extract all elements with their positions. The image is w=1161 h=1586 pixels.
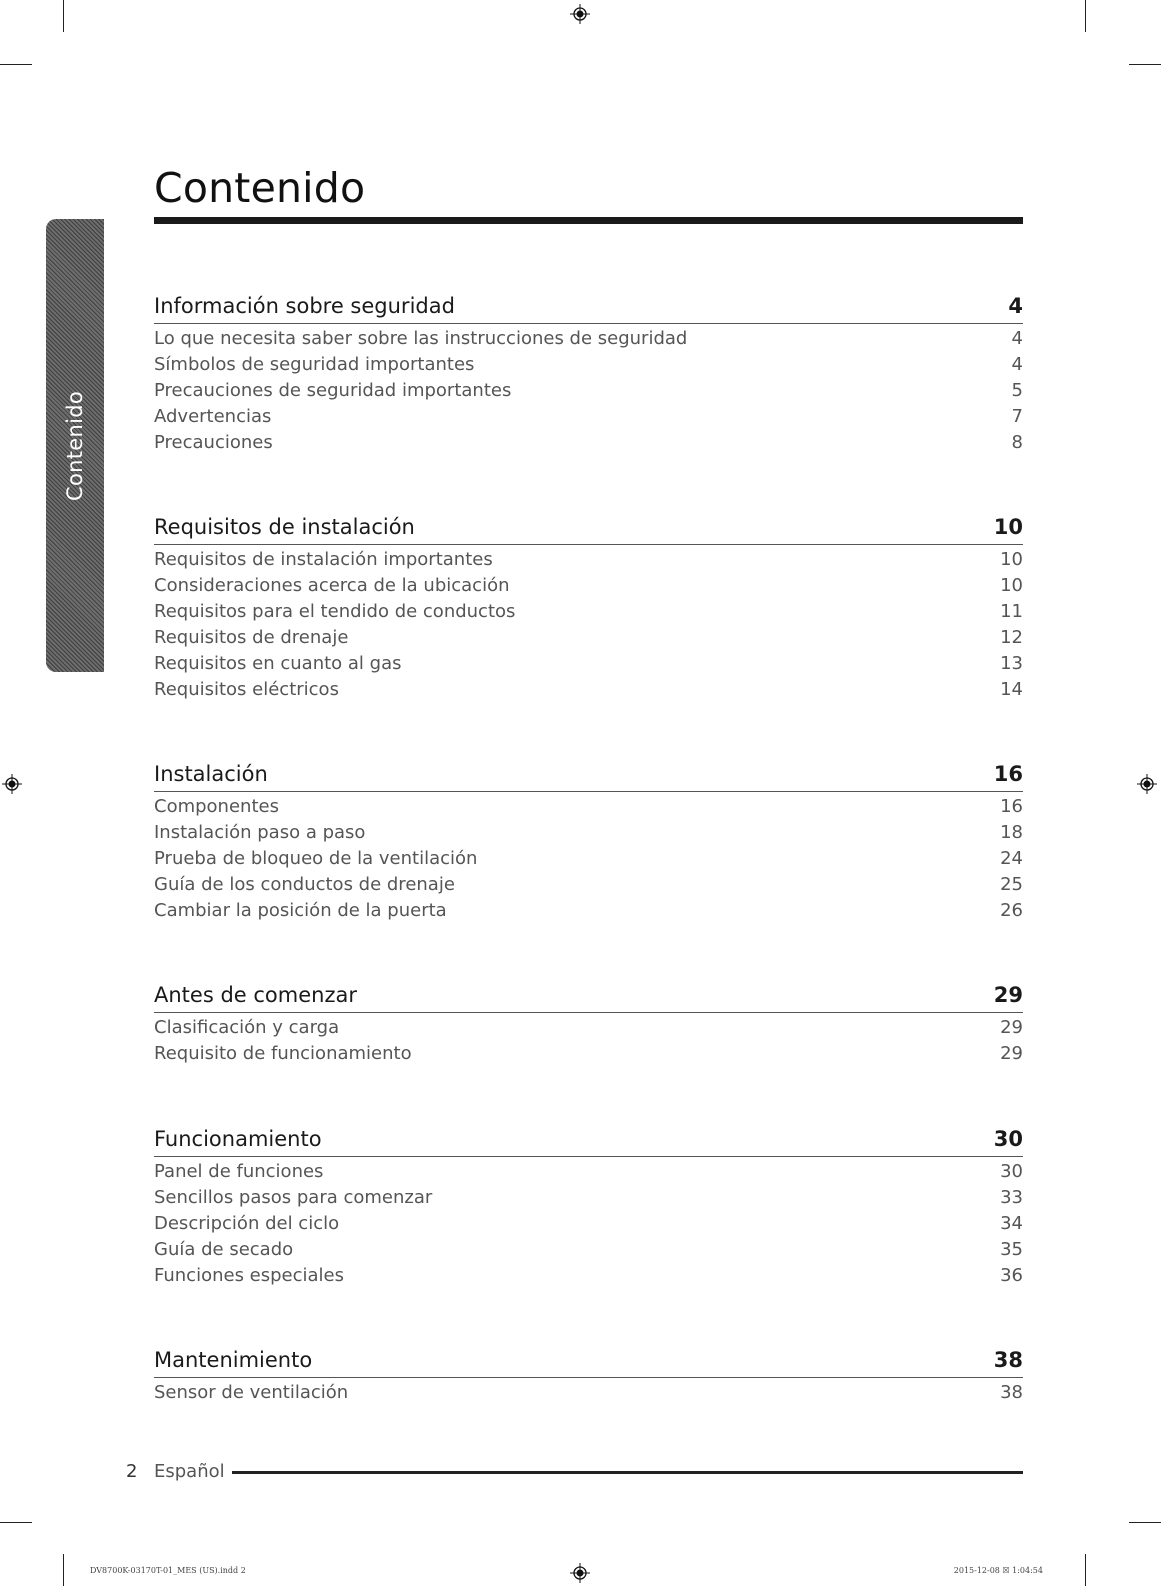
entry-page: 8 — [1011, 432, 1023, 453]
entry-label: Sensor de ventilación — [154, 1382, 349, 1403]
entry-label: Clasificación y carga — [154, 1017, 340, 1038]
entry-label: Precauciones de seguridad importantes — [154, 380, 512, 401]
slug-timestamp: 2015-12-08 ☒ 1:04:54 — [953, 1566, 1043, 1575]
slug-file: DV8700K-03170T-01_MES (US).indd 2 — [90, 1566, 246, 1575]
entry-label: Cambiar la posición de la puerta — [154, 900, 447, 921]
entry-label: Guía de los conductos de drenaje — [154, 874, 455, 895]
crop-mark — [1085, 0, 1086, 32]
crop-mark — [1129, 64, 1161, 65]
toc-entry[interactable] — [154, 675, 1023, 701]
toc-entry[interactable] — [154, 324, 1023, 350]
entry-page: 13 — [1000, 653, 1023, 674]
title-rule — [154, 217, 1023, 224]
entry-page: 24 — [1000, 848, 1023, 869]
entry-page: 14 — [1000, 679, 1023, 700]
entry-label: Símbolos de seguridad importantes — [154, 354, 475, 375]
entry-label: Requisitos eléctricos — [154, 679, 339, 700]
registration-mark-icon — [570, 1563, 590, 1583]
page-title: Contenido — [154, 164, 366, 212]
toc-entry[interactable] — [154, 1261, 1023, 1287]
entry-page: 4 — [1011, 328, 1023, 349]
section-header[interactable] — [154, 1124, 1023, 1157]
entry-label: Advertencias — [154, 406, 272, 427]
registration-mark-icon — [1137, 774, 1157, 794]
toc-entry[interactable] — [154, 792, 1023, 818]
entry-page: 12 — [1000, 627, 1023, 648]
section-page: 4 — [1008, 294, 1023, 318]
toc-entry[interactable] — [154, 1235, 1023, 1261]
entry-page: 30 — [1000, 1161, 1023, 1182]
entry-page: 26 — [1000, 900, 1023, 921]
section-page: 30 — [993, 1127, 1023, 1151]
entry-label: Requisitos para el tendido de conductos — [154, 601, 516, 622]
crop-mark — [63, 1554, 64, 1586]
entry-label: Requisitos de instalación importantes — [154, 549, 493, 570]
toc-entry[interactable] — [154, 545, 1023, 571]
crop-mark — [0, 1522, 32, 1523]
toc-entry[interactable] — [154, 350, 1023, 376]
toc-entry[interactable] — [154, 1013, 1023, 1039]
entry-label: Lo que necesita saber sobre las instrucciones de seguridad — [154, 328, 688, 349]
toc-section — [154, 1345, 1023, 1404]
toc-entry[interactable] — [154, 818, 1023, 844]
entry-page: 36 — [1000, 1265, 1023, 1286]
registration-mark-icon — [2, 774, 22, 794]
entry-page: 11 — [1000, 601, 1023, 622]
toc-entry[interactable] — [154, 1157, 1023, 1183]
toc-section — [154, 1124, 1023, 1287]
entry-page: 16 — [1000, 796, 1023, 817]
section-title: Instalación — [154, 762, 268, 786]
entry-page: 29 — [1000, 1043, 1023, 1064]
entry-label: Guía de secado — [154, 1239, 294, 1260]
registration-mark-icon — [570, 4, 590, 24]
section-title: Información sobre seguridad — [154, 294, 455, 318]
entry-label: Requisitos de drenaje — [154, 627, 349, 648]
crop-mark — [1129, 1522, 1161, 1523]
toc-entry[interactable] — [154, 1039, 1023, 1065]
toc-entry[interactable] — [154, 896, 1023, 922]
crop-mark — [63, 0, 64, 32]
toc-entry[interactable] — [154, 1378, 1023, 1404]
entry-label: Requisito de funcionamiento — [154, 1043, 412, 1064]
toc-entry[interactable] — [154, 376, 1023, 402]
entry-page: 7 — [1011, 406, 1023, 427]
toc-entry[interactable] — [154, 1209, 1023, 1235]
toc-section — [154, 291, 1023, 454]
toc-entry[interactable] — [154, 870, 1023, 896]
toc-entry[interactable] — [154, 402, 1023, 428]
toc-section — [154, 980, 1023, 1065]
section-page: 10 — [993, 515, 1023, 539]
section-title: Requisitos de instalación — [154, 515, 415, 539]
entry-page: 5 — [1011, 380, 1023, 401]
section-header[interactable] — [154, 980, 1023, 1013]
entry-label: Precauciones — [154, 432, 273, 453]
section-header[interactable] — [154, 291, 1023, 324]
toc-entry[interactable] — [154, 649, 1023, 675]
entry-label: Sencillos pasos para comenzar — [154, 1187, 433, 1208]
toc-section — [154, 759, 1023, 922]
entry-page: 33 — [1000, 1187, 1023, 1208]
section-header[interactable] — [154, 512, 1023, 545]
entry-page: 29 — [1000, 1017, 1023, 1038]
entry-page: 38 — [1000, 1382, 1023, 1403]
entry-label: Prueba de bloqueo de la ventilación — [154, 848, 478, 869]
entry-page: 4 — [1011, 354, 1023, 375]
toc-entry[interactable] — [154, 1183, 1023, 1209]
entry-label: Panel de funciones — [154, 1161, 324, 1182]
section-page: 38 — [993, 1348, 1023, 1372]
footer-language: Español — [154, 1461, 225, 1482]
section-page: 16 — [993, 762, 1023, 786]
footer-rule — [232, 1471, 1023, 1474]
section-header[interactable] — [154, 1345, 1023, 1378]
crop-mark — [1085, 1554, 1086, 1586]
entry-page: 10 — [1000, 575, 1023, 596]
section-page: 29 — [993, 983, 1023, 1007]
entry-label: Componentes — [154, 796, 279, 817]
entry-label: Requisitos en cuanto al gas — [154, 653, 402, 674]
entry-page: 10 — [1000, 549, 1023, 570]
section-title: Funcionamiento — [154, 1127, 322, 1151]
crop-mark — [0, 64, 32, 65]
entry-label: Instalación paso a paso — [154, 822, 366, 843]
section-title: Antes de comenzar — [154, 983, 357, 1007]
footer-page-number: 2 — [126, 1461, 138, 1482]
toc-entry[interactable] — [154, 597, 1023, 623]
entry-page: 35 — [1000, 1239, 1023, 1260]
toc-section — [154, 512, 1023, 701]
entry-label: Funciones especiales — [154, 1265, 345, 1286]
entry-page: 25 — [1000, 874, 1023, 895]
entry-label: Consideraciones acerca de la ubicación — [154, 575, 510, 596]
side-tab-label: Contenido — [63, 391, 87, 501]
toc-entry[interactable] — [154, 428, 1023, 454]
toc-entry[interactable] — [154, 623, 1023, 649]
toc-entry[interactable] — [154, 571, 1023, 597]
section-header[interactable] — [154, 759, 1023, 792]
entry-label: Descripción del ciclo — [154, 1213, 340, 1234]
entry-page: 18 — [1000, 822, 1023, 843]
entry-page: 34 — [1000, 1213, 1023, 1234]
section-title: Mantenimiento — [154, 1348, 313, 1372]
toc-entry[interactable] — [154, 844, 1023, 870]
